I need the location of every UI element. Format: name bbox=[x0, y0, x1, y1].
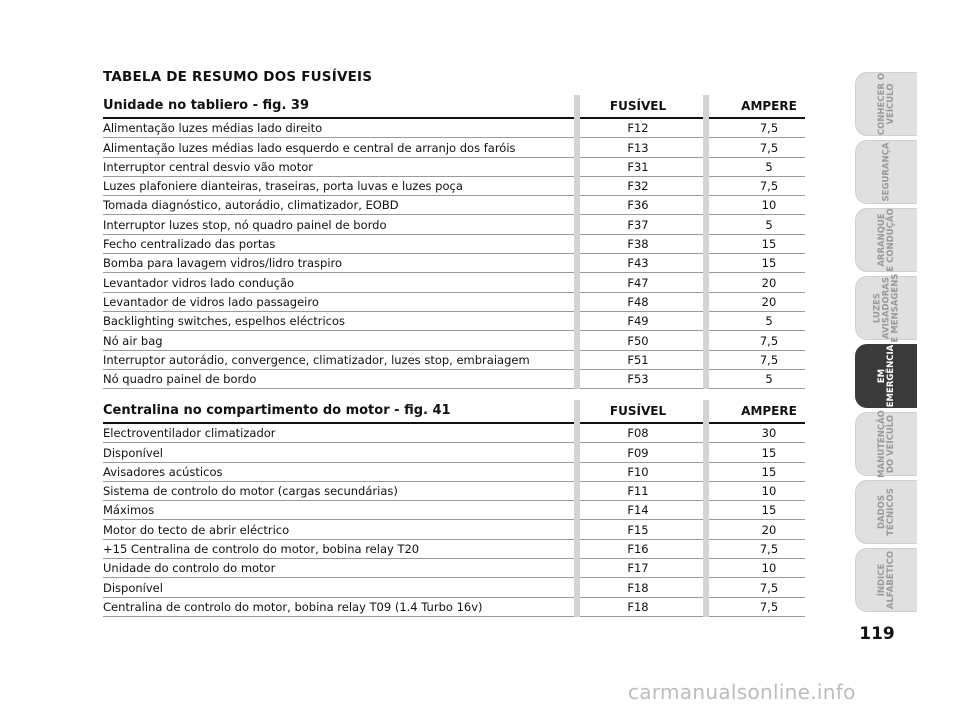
fuse-description: Backlighting switches, espelhos eléctricos bbox=[103, 314, 345, 329]
table-row bbox=[103, 119, 805, 138]
table-row bbox=[103, 482, 805, 501]
fuse-description: Bomba para lavagem vidros/lidro traspiro bbox=[103, 256, 343, 271]
table-row bbox=[103, 424, 805, 443]
fuse-description: Interruptor luzes stop, nó quadro painel de bordo bbox=[103, 217, 387, 232]
fuse-code: F17 bbox=[627, 561, 649, 576]
fuse-code: F15 bbox=[627, 522, 649, 537]
fuse-ampere: 15 bbox=[761, 237, 777, 252]
table-header bbox=[103, 95, 805, 119]
fuse-code: F13 bbox=[627, 140, 649, 155]
table-row bbox=[103, 215, 805, 234]
fuse-description: Sistema de controlo do motor (cargas secundárias) bbox=[103, 484, 398, 499]
fuse-ampere: 10 bbox=[761, 484, 777, 499]
fuse-ampere: 7,5 bbox=[759, 599, 779, 614]
fuse-description: Máximos bbox=[103, 503, 155, 518]
column-divider bbox=[574, 400, 580, 617]
fuse-code: F43 bbox=[627, 256, 649, 271]
tab-manutencao-veiculo[interactable] bbox=[855, 412, 917, 476]
table-row bbox=[103, 273, 805, 292]
fuse-description: Electroventilador climatizador bbox=[103, 426, 276, 441]
fuse-ampere: 7,5 bbox=[759, 580, 779, 595]
fuse-ampere: 10 bbox=[761, 198, 777, 213]
fuse-ampere: 15 bbox=[761, 464, 777, 479]
tab-conhecer-veiculo[interactable] bbox=[855, 72, 917, 136]
table-row bbox=[103, 138, 805, 157]
fuse-ampere: 20 bbox=[761, 522, 777, 537]
fuse-code: F08 bbox=[627, 426, 649, 441]
table-body bbox=[103, 424, 805, 617]
section-heading: Unidade no tabliero - fig. 39 bbox=[103, 98, 310, 113]
fuse-description: +15 Centralina de controlo do motor, bobina relay T20 bbox=[103, 542, 420, 557]
fuse-code: F53 bbox=[627, 372, 649, 387]
fuse-code: F14 bbox=[627, 503, 649, 518]
fuse-code: F10 bbox=[627, 464, 649, 479]
fuse-ampere: 7,5 bbox=[759, 140, 779, 155]
table-row bbox=[103, 578, 805, 597]
fuse-code: F18 bbox=[627, 580, 649, 595]
fuse-code: F51 bbox=[627, 352, 649, 367]
section-heading: Centralina no compartimento do motor - fig. 41 bbox=[103, 403, 451, 418]
fuse-description: Unidade do controlo do motor bbox=[103, 561, 276, 576]
fuse-ampere: 15 bbox=[761, 445, 777, 460]
fuse-description: Avisadores acústicos bbox=[103, 464, 223, 479]
table-row bbox=[103, 540, 805, 559]
tab-indice-alfabetico[interactable] bbox=[855, 548, 917, 612]
fuse-ampere: 20 bbox=[761, 294, 777, 309]
fuse-table-dashboard bbox=[103, 95, 805, 389]
fuse-code: F31 bbox=[627, 159, 649, 174]
tab-luzes-avisadoras[interactable] bbox=[855, 273, 917, 343]
fuse-description: Alimentação luzes médias lado direito bbox=[103, 121, 323, 136]
column-header-ampere: AMPERE bbox=[741, 404, 797, 418]
fuse-description: Levantador de vidros lado passageiro bbox=[103, 294, 319, 309]
fuse-description: Motor do tecto de abrir eléctrico bbox=[103, 522, 290, 537]
fuse-ampere: 15 bbox=[761, 503, 777, 518]
table-row bbox=[103, 501, 805, 520]
column-divider bbox=[703, 95, 709, 389]
page-title: TABELA DE RESUMO DOS FUSÍVEIS bbox=[103, 69, 373, 85]
fuse-code: F50 bbox=[627, 333, 649, 348]
fuse-description: Tomada diagnóstico, autorádio, climatizador, EOBD bbox=[103, 198, 399, 213]
fuse-description: Interruptor autorádio, convergence, climatizador, luzes stop, embraiagem bbox=[103, 352, 530, 367]
table-row bbox=[103, 443, 805, 462]
table-row bbox=[103, 559, 805, 578]
side-tab-label: DADOS TÉCNICOS bbox=[876, 488, 896, 536]
tab-arranque-conducao[interactable] bbox=[855, 208, 917, 272]
side-tab-label: CONHECER O VEÍCULO bbox=[876, 72, 896, 136]
fuse-code: F49 bbox=[627, 314, 649, 329]
fuse-ampere: 20 bbox=[761, 275, 777, 290]
tab-em-emergencia[interactable] bbox=[855, 344, 917, 408]
fuse-description: Interruptor central desvio vão motor bbox=[103, 159, 313, 174]
fuse-description: Luzes plafoniere dianteiras, traseiras, porta luvas e luzes poça bbox=[103, 179, 463, 194]
table-row bbox=[103, 351, 805, 370]
fuse-description: Fecho centralizado das portas bbox=[103, 237, 276, 252]
side-tab-label: SEGURANÇA bbox=[881, 142, 891, 202]
fuse-ampere: 5 bbox=[765, 159, 773, 174]
fuse-description: Disponível bbox=[103, 580, 163, 595]
fuse-code: F36 bbox=[627, 198, 649, 213]
tab-seguranca[interactable] bbox=[855, 140, 917, 204]
fuse-ampere: 5 bbox=[765, 314, 773, 329]
column-header-fuse: FUSÍVEL bbox=[609, 404, 667, 418]
fuse-ampere: 10 bbox=[761, 561, 777, 576]
fuse-code: F32 bbox=[627, 179, 649, 194]
table-row bbox=[103, 463, 805, 482]
fuse-code: F12 bbox=[627, 121, 649, 136]
fuse-ampere: 7,5 bbox=[759, 121, 779, 136]
fuse-code: F48 bbox=[627, 294, 649, 309]
side-tab-label: EM EMERGÊNCIA bbox=[876, 344, 896, 408]
fuse-code: F37 bbox=[627, 217, 649, 232]
fuse-description: Levantador vidros lado condução bbox=[103, 275, 295, 290]
fuse-description: Nó air bag bbox=[103, 333, 163, 348]
table-row bbox=[103, 177, 805, 196]
table-header bbox=[103, 400, 805, 424]
fuse-table-engine bbox=[103, 400, 805, 617]
side-tab-label: LUZES AVISADORAS E MENSAGENS bbox=[872, 273, 900, 343]
fuse-ampere: 7,5 bbox=[759, 179, 779, 194]
page-number: 119 bbox=[859, 624, 895, 644]
table-row bbox=[103, 598, 805, 617]
fuse-description: Centralina de controlo do motor, bobina relay T09 (1.4 Turbo 16v) bbox=[103, 599, 483, 614]
table-row bbox=[103, 520, 805, 539]
fuse-code: F18 bbox=[627, 599, 649, 614]
side-tab-label: ÍNDICE ALFABÉTICO bbox=[876, 550, 896, 610]
tab-dados-tecnicos[interactable] bbox=[855, 480, 917, 544]
table-body bbox=[103, 119, 805, 389]
fuse-ampere: 5 bbox=[765, 217, 773, 232]
fuse-description: Alimentação luzes médias lado esquerdo e central de arranjo dos faróis bbox=[103, 140, 516, 155]
fuse-ampere: 15 bbox=[761, 256, 777, 271]
column-divider bbox=[574, 95, 580, 389]
fuse-ampere: 7,5 bbox=[759, 542, 779, 557]
fuse-description: Nó quadro painel de bordo bbox=[103, 372, 257, 387]
fuse-ampere: 7,5 bbox=[759, 333, 779, 348]
table-row bbox=[103, 158, 805, 177]
column-header-ampere: AMPERE bbox=[741, 99, 797, 113]
table-row bbox=[103, 254, 805, 273]
side-tab-label: ARRANQUE E CONDUÇÃO bbox=[876, 208, 896, 272]
column-header-fuse: FUSÍVEL bbox=[609, 99, 667, 113]
fuse-ampere: 5 bbox=[765, 372, 773, 387]
table-row bbox=[103, 235, 805, 254]
fuse-ampere: 7,5 bbox=[759, 352, 779, 367]
fuse-code: F47 bbox=[627, 275, 649, 290]
table-row bbox=[103, 293, 805, 312]
fuse-description: Disponível bbox=[103, 445, 163, 460]
table-row bbox=[103, 331, 805, 350]
table-row bbox=[103, 370, 805, 389]
watermark: carmanualsonline.info bbox=[628, 680, 856, 704]
fuse-code: F38 bbox=[627, 237, 649, 252]
fuse-code: F16 bbox=[627, 542, 649, 557]
column-divider bbox=[703, 400, 709, 617]
table-row bbox=[103, 312, 805, 331]
fuse-code: F11 bbox=[627, 484, 649, 499]
side-tab-label: MANUTENÇÃO DO VEÍCULO bbox=[876, 410, 896, 478]
fuse-code: F09 bbox=[627, 445, 649, 460]
table-row bbox=[103, 196, 805, 215]
fuse-ampere: 30 bbox=[761, 426, 777, 441]
